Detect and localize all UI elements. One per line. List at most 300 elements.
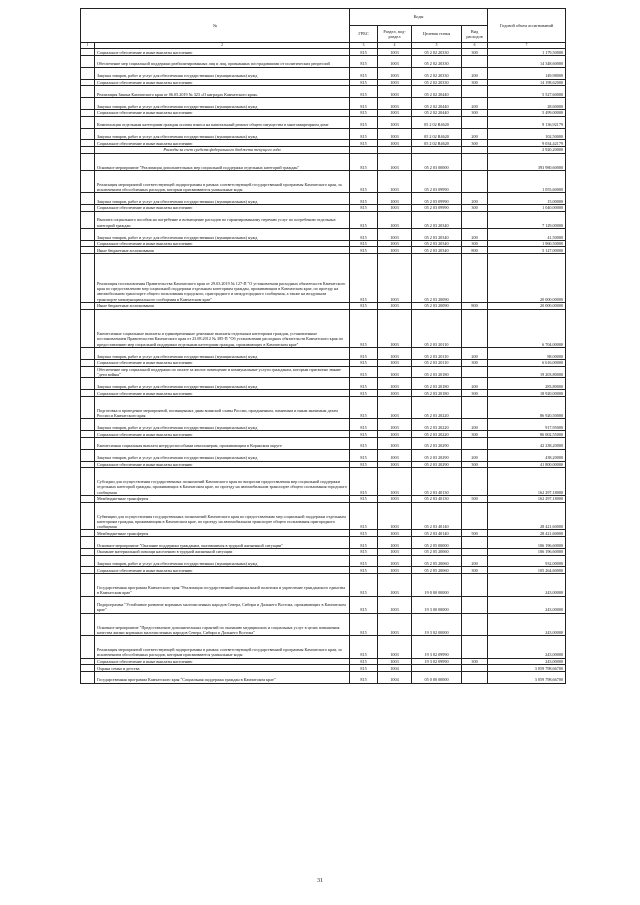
row-amount-cell: 5 499,00000: [488, 110, 566, 117]
row-grbs-cell: 815: [350, 548, 378, 555]
row-razdel-cell: 1003: [378, 170, 412, 193]
table-row: [81, 193, 566, 205]
table-row: [81, 596, 566, 613]
row-razdel-cell: 1003: [378, 419, 412, 431]
row-target-article-cell: 05 2 03 20340: [412, 247, 462, 254]
table-row: [81, 613, 566, 636]
table-row: [81, 170, 566, 193]
row-razdel-cell: 1003: [378, 468, 412, 496]
table-row: [81, 359, 566, 366]
row-name-cell: Межбюджетные трансферты: [95, 496, 350, 503]
row-target-article-cell: 05 2 02 20330: [412, 67, 462, 79]
row-expense-type-cell: 800: [462, 303, 488, 310]
row-expense-type-cell: 300: [462, 49, 488, 56]
row-target-article-cell: 05 2 03 20180: [412, 390, 462, 397]
row-target-article-cell: 05 2 03 20340: [412, 240, 462, 247]
row-grbs-cell: 815: [350, 211, 378, 228]
row-target-article-cell: 05 2 02 20440: [412, 110, 462, 117]
table-row: [81, 461, 566, 468]
row-target-article-cell: 05 2 03 20110: [412, 309, 462, 347]
table-row: [81, 110, 566, 117]
row-expense-type-cell: [462, 147, 488, 154]
row-number-cell: [81, 548, 95, 555]
row-name-cell: Межбюджетные трансферты: [95, 530, 350, 537]
row-name-cell: Выплата социального пособия на погребение и возмещение расходов по гарантированному перечню услуг по погребению отдельных категорий граждан: [95, 211, 350, 228]
row-razdel-cell: 1003: [378, 359, 412, 366]
page-number: 31: [317, 878, 323, 884]
row-expense-type-cell: 200: [462, 193, 488, 205]
row-grbs-cell: 815: [350, 537, 378, 549]
row-number-cell: [81, 193, 95, 205]
row-number-cell: [81, 502, 95, 530]
row-razdel-cell: 1003: [378, 303, 412, 310]
row-expense-type-cell: 500: [462, 530, 488, 537]
row-name-cell: Иные бюджетные ассигнования: [95, 247, 350, 254]
row-expense-type-cell: [462, 665, 488, 672]
row-grbs-cell: 815: [350, 116, 378, 128]
row-number-cell: [81, 567, 95, 574]
row-razdel-cell: 1003: [378, 193, 412, 205]
row-target-article-cell: 05 2 03 09990: [412, 193, 462, 205]
row-number-cell: [81, 228, 95, 240]
row-name-cell: Закупка товаров, работ и услуг для обеспечения государственных (муниципальных) нужд: [95, 449, 350, 461]
row-razdel-cell: 1003: [378, 636, 412, 659]
row-number-cell: [81, 437, 95, 449]
row-name-cell: Основное мероприятие "Реализация дополнительных мер социальной поддержки отдельных категорий граждан": [95, 153, 350, 170]
row-expense-type-cell: 200: [462, 449, 488, 461]
row-grbs-cell: 815: [350, 247, 378, 254]
row-name-cell: Субвенции для осуществления государственных полномочий Камчатского края по предоставлению мер социальной поддержки отдельным категориям граждан, проживающим в Камчатском крае, по проезду на автомобильном транспорте общего пользования пригородного сообщения: [95, 502, 350, 530]
row-razdel-cell: 1003: [378, 658, 412, 665]
row-target-article-cell: 19 3 02 00000: [412, 613, 462, 636]
row-razdel-cell: 1003: [378, 555, 412, 567]
row-target-article-cell: 05 2 03 40130: [412, 468, 462, 496]
row-expense-type-cell: 500: [462, 496, 488, 503]
table-row: [81, 555, 566, 567]
row-number-cell: [81, 390, 95, 397]
row-amount-cell: 28,60000: [488, 98, 566, 110]
row-name-cell: Охрана семьи и детства: [95, 665, 350, 672]
table-row: [81, 396, 566, 419]
table-row: [81, 147, 566, 154]
table-row: [81, 240, 566, 247]
row-name-cell: Ежемесячная социальная выплата нетрудоспособным пенсионерам, проживающим в Корякском округе: [95, 437, 350, 449]
row-number-cell: [81, 67, 95, 79]
row-expense-type-cell: 300: [462, 359, 488, 366]
row-grbs-cell: 815: [350, 419, 378, 431]
row-grbs-cell: 815: [350, 636, 378, 659]
row-name-cell: Государственная программа Камчатского края "Социальная поддержка граждан в Камчатском крае": [95, 671, 350, 683]
row-amount-cell: 932,00000: [488, 555, 566, 567]
row-name-cell: Закупка товаров, работ и услуг для обеспечения государственных (муниципальных) нужд: [95, 555, 350, 567]
row-razdel-cell: 1003: [378, 110, 412, 117]
row-razdel-cell: 1003: [378, 390, 412, 397]
row-number-cell: [81, 170, 95, 193]
row-expense-type-cell: [462, 548, 488, 555]
table-row: [81, 530, 566, 537]
row-expense-type-cell: [462, 574, 488, 597]
row-expense-type-cell: 200: [462, 348, 488, 360]
row-number-cell: [81, 79, 95, 86]
row-grbs-cell: 815: [350, 567, 378, 574]
row-number-cell: [81, 49, 95, 56]
row-name-cell: Закупка товаров, работ и услуг для обеспечения государственных (муниципальных) нужд: [95, 98, 350, 110]
row-grbs-cell: 815: [350, 86, 378, 98]
row-amount-cell: 20 000,00000: [488, 254, 566, 303]
row-target-article-cell: 05 2 03 40140: [412, 502, 462, 530]
row-number-cell: [81, 140, 95, 147]
row-razdel-cell: 1003: [378, 247, 412, 254]
row-amount-cell: 162 297,18000: [488, 496, 566, 503]
row-name-cell: Субсидии для осуществления государственных полномочий Камчатского края по вопросам предоставления мер социальной поддержки отдельных категорий граждан, проживающих в Камчатском крае, по проезду на автомобильном транспорте общего пользования городского сообщения: [95, 468, 350, 496]
row-amount-cell: 1 055,60000: [488, 170, 566, 193]
row-grbs-cell: 815: [350, 437, 378, 449]
row-target-article-cell: 19 3 02 09990: [412, 636, 462, 659]
row-grbs-cell: 815: [350, 555, 378, 567]
row-number-cell: [81, 116, 95, 128]
table-row: [81, 665, 566, 672]
row-amount-cell: 86 920,50000: [488, 396, 566, 419]
row-expense-type-cell: [462, 396, 488, 419]
row-amount-cell: 105 264,60000: [488, 567, 566, 574]
row-razdel-cell: 1003: [378, 596, 412, 613]
row-razdel-cell: 1003: [378, 567, 412, 574]
row-name-cell: Основное мероприятие "Предоставление дополнительных гарантий по оказанию медицинских и социальных услуг в целях повышения качества жизни коренных малочисленных народов Севера, Сибири и Дальнего Востока": [95, 613, 350, 636]
row-number-cell: [81, 110, 95, 117]
row-target-article-cell: 05 2 03 20220: [412, 431, 462, 438]
row-target-article-cell: 05 2 03 20090: [412, 303, 462, 310]
row-amount-cell: 149,98000: [488, 67, 566, 79]
row-name-cell: Социальное обеспечение и иные выплаты населению: [95, 79, 350, 86]
row-grbs-cell: 815: [350, 390, 378, 397]
row-grbs-cell: 815: [350, 170, 378, 193]
table-row: [81, 309, 566, 347]
table-row: [81, 502, 566, 530]
row-amount-cell: 2 920,20000: [488, 147, 566, 154]
row-target-article-cell: [412, 665, 462, 672]
row-amount-cell: 28 421,60000: [488, 530, 566, 537]
row-grbs-cell: 815: [350, 55, 378, 67]
row-expense-type-cell: 300: [462, 461, 488, 468]
row-expense-type-cell: [462, 502, 488, 530]
header-razdel: Раздел, под-раздел: [378, 26, 412, 43]
row-name-cell: Закупка товаров, работ и услуг для обеспечения государственных (муниципальных) нужд: [95, 419, 350, 431]
row-razdel-cell: 1003: [378, 378, 412, 390]
row-grbs-cell: 815: [350, 359, 378, 366]
row-expense-type-cell: 300: [462, 240, 488, 247]
row-amount-cell: 243,00000: [488, 574, 566, 597]
row-razdel-cell: 1003: [378, 548, 412, 555]
table-row: [81, 67, 566, 79]
row-grbs-cell: 815: [350, 303, 378, 310]
row-expense-type-cell: [462, 468, 488, 496]
row-expense-type-cell: 200: [462, 228, 488, 240]
budget-sheet: [80, 8, 565, 684]
row-number-cell: [81, 596, 95, 613]
row-razdel-cell: 1003: [378, 496, 412, 503]
row-razdel-cell: 1003: [378, 153, 412, 170]
row-expense-type-cell: [462, 153, 488, 170]
row-razdel-cell: 1003: [378, 128, 412, 140]
table-row: [81, 671, 566, 683]
row-number-cell: [81, 348, 95, 360]
row-amount-cell: 1 960,50000: [488, 240, 566, 247]
row-amount-cell: 1 179,50000: [488, 49, 566, 56]
table-row: [81, 79, 566, 86]
row-grbs-cell: 815: [350, 98, 378, 110]
row-grbs-cell: 815: [350, 596, 378, 613]
row-name-cell: Обеспечение мер социальной поддержки по оплате за жилое помещение и коммунальные услуги гражданам, которым присвоено звание "дети войны": [95, 366, 350, 378]
row-name-cell: Закупка товаров, работ и услуг для обеспечения государственных (муниципальных) нужд: [95, 228, 350, 240]
row-razdel-cell: 1003: [378, 79, 412, 86]
row-target-article-cell: 19 3 02 09990: [412, 658, 462, 665]
row-razdel-cell: 1003: [378, 254, 412, 303]
row-number-cell: [81, 366, 95, 378]
row-number-cell: [81, 303, 95, 310]
row-razdel-cell: 1003: [378, 348, 412, 360]
row-number-cell: [81, 496, 95, 503]
table-row: [81, 437, 566, 449]
row-expense-type-cell: 200: [462, 128, 488, 140]
row-number-cell: [81, 537, 95, 549]
row-expense-type-cell: 300: [462, 658, 488, 665]
table-row: [81, 254, 566, 303]
row-name-cell: Социальное обеспечение и иные выплаты населению: [95, 431, 350, 438]
row-grbs-cell: 815: [350, 431, 378, 438]
row-name-cell: Социальное обеспечение и иные выплаты населению: [95, 205, 350, 212]
row-name-cell: Основное мероприятие "Оказание поддержки гражданам, оказавшимся в трудной жизненной ситуации": [95, 537, 350, 549]
row-number-cell: [81, 309, 95, 347]
row-amount-cell: 41,50000: [488, 228, 566, 240]
row-razdel-cell: 1003: [378, 205, 412, 212]
row-target-article-cell: 05 2 02 R4620: [412, 128, 462, 140]
table-body: [81, 49, 566, 683]
row-name-cell: Социальное обеспечение и иные выплаты населению: [95, 390, 350, 397]
row-grbs-cell: 815: [350, 67, 378, 79]
row-target-article-cell: 05 2 03 20290: [412, 437, 462, 449]
row-target-article-cell: 05 2 03 40130: [412, 496, 462, 503]
row-expense-type-cell: [462, 636, 488, 659]
row-expense-type-cell: 300: [462, 390, 488, 397]
row-grbs-cell: 815: [350, 461, 378, 468]
row-name-cell: Компенсация отдельным категориям граждан оплаты взноса на капитальный ремонт общего имущества в многоквартирном доме: [95, 116, 350, 128]
row-amount-cell: 14 198,62000: [488, 79, 566, 86]
row-razdel-cell: 1003: [378, 537, 412, 549]
row-target-article-cell: 05 2 05 20060: [412, 548, 462, 555]
row-amount-cell: 438,20000: [488, 449, 566, 461]
row-expense-type-cell: 300: [462, 79, 488, 86]
row-razdel-cell: 1004: [378, 671, 412, 683]
row-target-article-cell: 05 2 02 R4620: [412, 140, 462, 147]
table-row: [81, 228, 566, 240]
table-row: [81, 49, 566, 56]
row-grbs-cell: 815: [350, 140, 378, 147]
table-row: [81, 449, 566, 461]
row-grbs-cell: 815: [350, 348, 378, 360]
row-number-cell: [81, 147, 95, 154]
header-grbs: ГРБС: [350, 26, 378, 43]
header-index: 2: [95, 43, 350, 49]
row-target-article-cell: 19 3 00 00000: [412, 596, 462, 613]
row-razdel-cell: 1003: [378, 396, 412, 419]
table-row: [81, 153, 566, 170]
row-target-article-cell: 05 2 03 20290: [412, 449, 462, 461]
row-razdel-cell: 1003: [378, 116, 412, 128]
budget-table: [80, 8, 566, 684]
row-grbs-cell: [350, 147, 378, 154]
row-target-article-cell: 05 2 03 20220: [412, 396, 462, 419]
row-target-article-cell: 05 2 03 20180: [412, 378, 462, 390]
row-number-cell: [81, 254, 95, 303]
row-grbs-cell: 815: [350, 110, 378, 117]
table-row: [81, 496, 566, 503]
row-grbs-cell: 815: [350, 449, 378, 461]
row-target-article-cell: 05 2 03 09990: [412, 170, 462, 193]
table-row: [81, 548, 566, 555]
row-name-cell: Социальное обеспечение и иные выплаты населению: [95, 359, 350, 366]
row-amount-cell: 3 059 798,66700: [488, 671, 566, 683]
row-amount-cell: 243,00000: [488, 613, 566, 636]
row-target-article-cell: 19 0 00 00000: [412, 574, 462, 597]
row-name-cell: Социальное обеспечение и иные выплаты населению: [95, 658, 350, 665]
row-name-cell: Закупка товаров, работ и услуг для обеспечения государственных (муниципальных) нужд: [95, 67, 350, 79]
row-name-cell: Социальное обеспечение и иные выплаты населению: [95, 461, 350, 468]
row-razdel-cell: 1003: [378, 98, 412, 110]
row-number-cell: [81, 86, 95, 98]
header-index: 7: [488, 43, 566, 49]
row-expense-type-cell: [462, 116, 488, 128]
row-name-cell: Иные бюджетные ассигнования: [95, 303, 350, 310]
row-name-cell: Закупка товаров, работ и услуг для обеспечения государственных (муниципальных) нужд: [95, 378, 350, 390]
row-expense-type-cell: 300: [462, 110, 488, 117]
row-grbs-cell: 815: [350, 665, 378, 672]
row-number-cell: [81, 431, 95, 438]
row-expense-type-cell: 300: [462, 205, 488, 212]
row-grbs-cell: 815: [350, 658, 378, 665]
row-target-article-cell: 05 2 03 00000: [412, 153, 462, 170]
row-amount-cell: 243,00000: [488, 596, 566, 613]
row-razdel-cell: 1003: [378, 49, 412, 56]
row-grbs-cell: 815: [350, 613, 378, 636]
row-name-cell: Социальное обеспечение и иные выплаты населению: [95, 110, 350, 117]
row-target-article-cell: 05 2 03 20290: [412, 461, 462, 468]
row-name-cell: Закупка товаров, работ и услуг для обеспечения государственных (муниципальных) нужд: [95, 348, 350, 360]
row-grbs-cell: 815: [350, 366, 378, 378]
row-amount-cell: 162 297,18000: [488, 468, 566, 496]
table-row: [81, 468, 566, 496]
table-row: [81, 86, 566, 98]
table-row: [81, 348, 566, 360]
row-grbs-cell: 815: [350, 378, 378, 390]
row-amount-cell: 28 421,60000: [488, 502, 566, 530]
row-expense-type-cell: 200: [462, 378, 488, 390]
table-row: [81, 574, 566, 597]
row-expense-type-cell: [462, 613, 488, 636]
row-amount-cell: 6 616,00000: [488, 359, 566, 366]
row-amount-cell: 9 034,42179: [488, 140, 566, 147]
row-razdel-cell: 1003: [378, 309, 412, 347]
row-number-cell: [81, 396, 95, 419]
header-index: 5: [412, 43, 462, 49]
row-amount-cell: 283,80000: [488, 378, 566, 390]
row-number-cell: [81, 55, 95, 67]
row-name-cell: Социальное обеспечение и иные выплаты населению: [95, 567, 350, 574]
row-expense-type-cell: 200: [462, 419, 488, 431]
row-grbs-cell: 815: [350, 502, 378, 530]
row-expense-type-cell: [462, 437, 488, 449]
row-number-cell: [81, 205, 95, 212]
row-amount-cell: 102,50000: [488, 128, 566, 140]
row-razdel-cell: 1004: [378, 665, 412, 672]
row-target-article-cell: 05 2 03 20340: [412, 211, 462, 228]
table-row: [81, 537, 566, 549]
row-amount-cell: 42 238,20000: [488, 437, 566, 449]
row-amount-cell: 6 704,00000: [488, 309, 566, 347]
row-name-cell: Расходы за счет средств федерального бюджета текущего года: [95, 147, 350, 154]
row-expense-type-cell: [462, 170, 488, 193]
row-name-cell: Социальное обеспечение и иные выплаты населению: [95, 49, 350, 56]
row-name-cell: Реализация постановления Правительства Камчатского края от 29.03.2019 № 127-П "О установлении расходных обязательств Камчатского края по предоставлению мер социальной поддержки отдельным категориям граждан, проживающим в Камчатском крае, по проезду на автомобильном транспорте общего пользования городского, пригородного и междугородного сообщения, а также на воздушном транспорте межмуниципального сообщения в Камчатском крае": [95, 254, 350, 303]
table-row: [81, 55, 566, 67]
row-name-cell: Социальное обеспечение и иные выплаты населению: [95, 140, 350, 147]
row-amount-cell: 5 527,60000: [488, 86, 566, 98]
row-name-cell: Закупка товаров, работ и услуг для обеспечения государственных (муниципальных) нужд: [95, 128, 350, 140]
row-target-article-cell: 05 2 03 20090: [412, 254, 462, 303]
row-amount-cell: 106 196,60000: [488, 548, 566, 555]
row-razdel-cell: 1003: [378, 613, 412, 636]
row-target-article-cell: 05 2 03 20220: [412, 419, 462, 431]
row-amount-cell: 14 348,60000: [488, 55, 566, 67]
row-grbs-cell: 815: [350, 79, 378, 86]
row-razdel-cell: 1003: [378, 461, 412, 468]
header-number: №: [81, 9, 350, 43]
table-row: [81, 116, 566, 128]
row-name-cell: Обеспечение мер социальной поддержки реабилитированных лиц и лиц, признанных пострадавшими от политических репрессий: [95, 55, 350, 67]
header-index: 4: [378, 43, 412, 49]
row-number-cell: [81, 98, 95, 110]
row-razdel-cell: 1003: [378, 431, 412, 438]
row-expense-type-cell: 300: [462, 140, 488, 147]
row-target-article-cell: 05 2 03 40140: [412, 530, 462, 537]
row-grbs-cell: 815: [350, 574, 378, 597]
row-razdel-cell: 1003: [378, 449, 412, 461]
table-row: [81, 419, 566, 431]
row-razdel-cell: 1003: [378, 86, 412, 98]
row-target-article-cell: 05 2 02 R4620: [412, 116, 462, 128]
row-expense-type-cell: [462, 211, 488, 228]
row-name-cell: Подпрограмма "Устойчивое развитие коренных малочисленных народов Севера, Сибири и Дальнего Востока, проживающих в Камчатском крае": [95, 596, 350, 613]
row-expense-type-cell: 800: [462, 247, 488, 254]
row-razdel-cell: [378, 147, 412, 154]
row-target-article-cell: 05 2 02 20330: [412, 49, 462, 56]
row-number-cell: [81, 636, 95, 659]
row-target-article-cell: 05 2 02 20440: [412, 98, 462, 110]
row-name-cell: Оказание материальной помощи населению в трудной жизненной ситуации: [95, 548, 350, 555]
row-grbs-cell: 815: [350, 205, 378, 212]
row-target-article-cell: 05 2 03 20340: [412, 228, 462, 240]
row-amount-cell: 393 980,60000: [488, 153, 566, 170]
row-razdel-cell: 1003: [378, 366, 412, 378]
row-grbs-cell: 815: [350, 496, 378, 503]
row-grbs-cell: 815: [350, 396, 378, 419]
row-amount-cell: 20 000,00000: [488, 303, 566, 310]
table-row: [81, 431, 566, 438]
table-row: [81, 140, 566, 147]
row-number-cell: [81, 378, 95, 390]
row-expense-type-cell: 200: [462, 67, 488, 79]
header-expense-type: Вид расходов: [462, 26, 488, 43]
row-grbs-cell: 815: [350, 254, 378, 303]
